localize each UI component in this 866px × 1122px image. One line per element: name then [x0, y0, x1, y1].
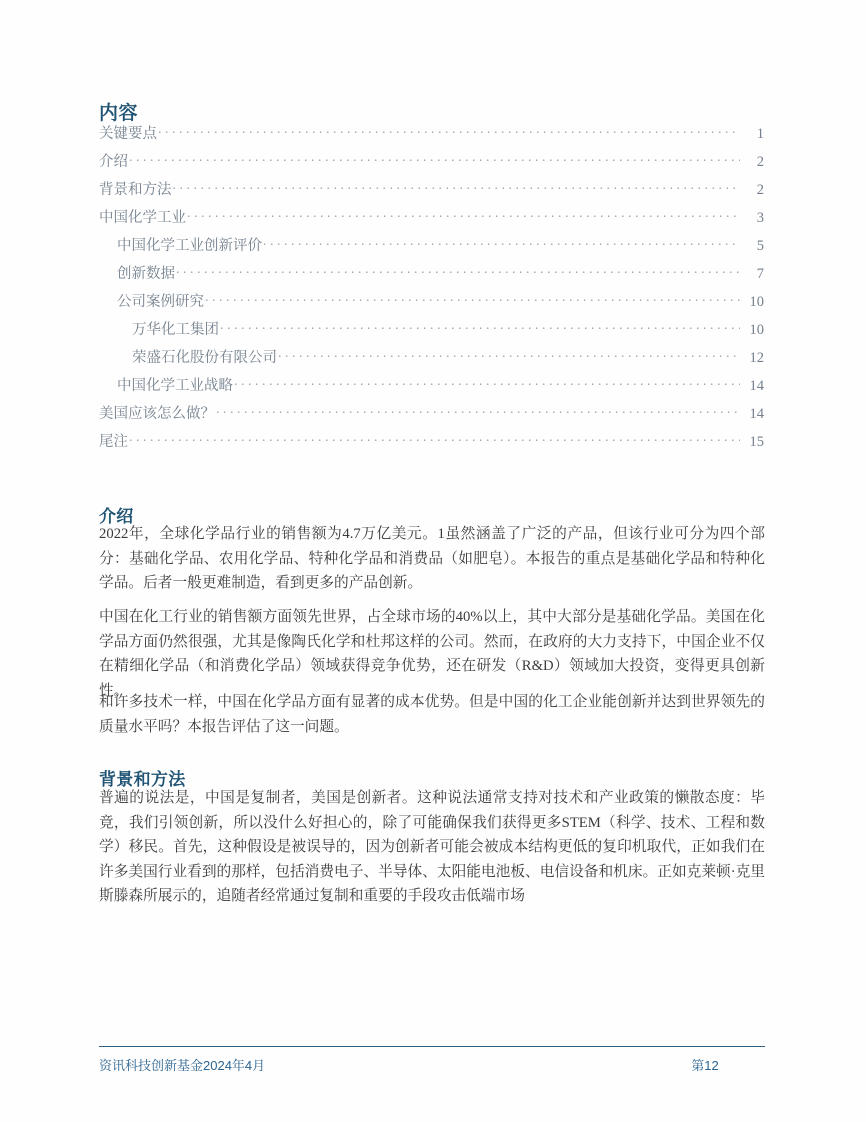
toc-entry[interactable]: [99, 430, 764, 458]
toc-entry[interactable]: [99, 346, 764, 374]
toc-dot-leader: [263, 236, 740, 250]
toc-entry-label: 创新数据: [117, 266, 175, 282]
toc-entry-label: 关键要点: [99, 126, 157, 142]
table-of-contents: [99, 122, 764, 458]
toc-entry-label: 中国化学工业创新评价: [117, 238, 262, 254]
toc-entry-page: 1: [756, 126, 764, 142]
section-heading-introduction: 介绍: [99, 507, 134, 526]
toc-dot-leader: [205, 292, 740, 306]
toc-entry[interactable]: [99, 150, 764, 178]
paragraph-background-1: 普遍的说法是，中国是复制者，美国是创新者。这种说法通常支持对技术和产业政策的懒散态度：毕竟，我们引领创新，所以没什么好担心的，除了可能确保我们获得更多STEM（科学、技术、工程和数学）移民。首先，这种假设是被误导的，因为创新者可能会被成本结构更低的复印机取代，正如我们在许多美国行业看到的那样，包括消费电子、半导体、太阳能电池板、电信设备和机床。正如克莱顿·克里斯滕森所展示的，追随者经常通过复制和重要的手段攻击低端市场: [99, 790, 765, 904]
toc-dot-leader: [129, 432, 740, 446]
paragraph-intro-1: 2022年，全球化学品行业的销售额为4.7万亿美元。1虽然涵盖了广泛的产品，但该行业可分为四个部分：基础化学品、农用化学品、特种化学品和消费品（如肥皂）。本报告的重点是基础化学品和特种化学品。后者一般更难制造，看到更多的产品创新。: [99, 526, 765, 591]
toc-entry[interactable]: [99, 290, 764, 318]
toc-entry-label: 介绍: [99, 154, 128, 170]
toc-entry-label: 美国应该怎么做？: [99, 406, 215, 422]
toc-entry-label: 万华化工集团: [132, 322, 219, 338]
toc-entry[interactable]: [99, 374, 764, 402]
toc-dot-leader: [220, 320, 740, 334]
toc-entry[interactable]: [99, 178, 764, 206]
toc-entry-label: 中国化学工业: [99, 210, 186, 226]
section-heading-background: 背景和方法: [99, 770, 186, 789]
footer-page-number: 第12: [691, 1058, 719, 1073]
toc-dot-leader: [216, 404, 740, 418]
toc-dot-leader: [176, 264, 740, 278]
toc-entry[interactable]: [99, 402, 764, 430]
toc-dot-leader: [278, 348, 740, 362]
toc-entry-page: 5: [756, 238, 764, 254]
toc-entry-page: 15: [749, 434, 764, 450]
toc-entry[interactable]: [99, 206, 764, 234]
toc-dot-leader: [158, 124, 740, 138]
toc-dot-leader: [187, 208, 740, 222]
toc-entry-page: 2: [756, 154, 764, 170]
toc-entry-page: 12: [749, 350, 764, 366]
toc-entry[interactable]: [99, 262, 764, 290]
toc-entry-page: 14: [749, 378, 764, 394]
toc-entry-page: 3: [756, 210, 764, 226]
toc-entry[interactable]: [99, 318, 764, 346]
toc-dot-leader: [129, 152, 740, 166]
toc-dot-leader: [173, 180, 741, 194]
footer-organization: 资讯科技创新基金2024年4月: [99, 1058, 266, 1073]
toc-entry-label: 尾注: [99, 434, 128, 450]
toc-entry-label: 公司案例研究: [117, 294, 204, 310]
paragraph-intro-3: 和许多技术一样，中国在化学品方面有显著的成本优势。但是中国的化工企业能创新并达到世界领先的质量水平吗？本报告评估了这一问题。: [99, 694, 765, 735]
paragraph-intro-2: 中国在化工行业的销售额方面领先世界，占全球市场的40%以上，其中大部分是基础化学品。美国在化学品方面仍然很强，尤其是像陶氏化学和杜邦这样的公司。然而，在政府的大力支持下，中国企业不仅在精细化学品（和消费化学品）领域获得竞争优势，还在研发（R&D）领域加大投资，变得更具创新性。: [99, 609, 765, 699]
toc-entry[interactable]: [99, 122, 764, 150]
toc-entry-page: 14: [749, 406, 764, 422]
toc-entry-page: 7: [756, 266, 764, 282]
toc-entry-label: 中国化学工业战略: [117, 378, 233, 394]
toc-entry-page: 10: [749, 322, 764, 338]
toc-dot-leader: [234, 376, 740, 390]
toc-entry-label: 背景和方法: [99, 182, 172, 198]
toc-entry-page: 2: [756, 182, 764, 198]
contents-heading: 内容: [99, 103, 139, 124]
footer-divider: [99, 1046, 765, 1047]
toc-entry[interactable]: [99, 234, 764, 262]
toc-entry-label: 荣盛石化股份有限公司: [132, 350, 277, 366]
toc-entry-page: 10: [749, 294, 764, 310]
